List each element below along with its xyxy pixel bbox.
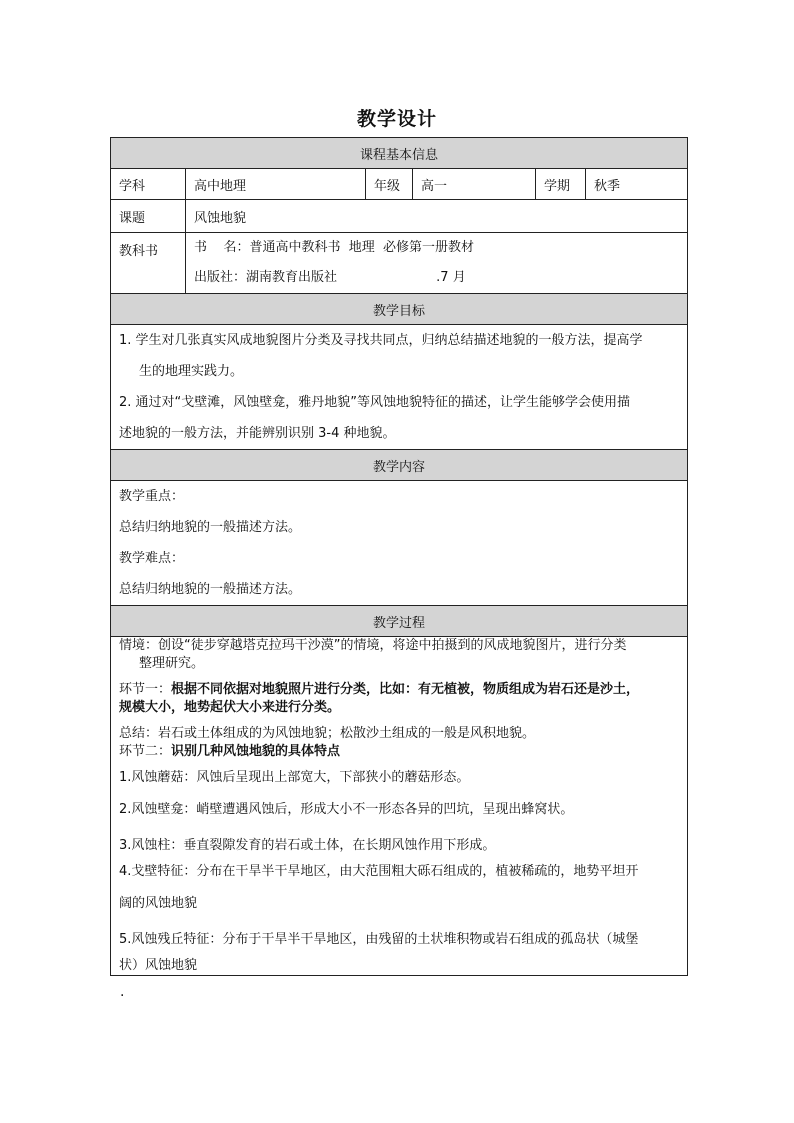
feature-item-5-line-a: 5.风蚀残丘特征：分布于干旱半干旱地区，由残留的土状堆积物或岩石组成的孤岛状（城堡 — [119, 932, 639, 947]
step2-label: 环节二： — [119, 744, 172, 759]
key-point-text: 总结归纳地貌的一般描述方法。 — [119, 520, 302, 535]
feature-item-5-line-b: 状）风蚀地貌 — [119, 958, 198, 973]
subject-label: 学科 — [111, 169, 186, 200]
footer-mark: · — [120, 988, 125, 1004]
section-header-process: 教学过程 — [111, 606, 688, 637]
topic-value: 风蚀地貌 — [186, 200, 688, 233]
term-value: 秋季 — [586, 169, 688, 200]
feature-item-2: 2.风蚀壁龛：峭壁遭遇风蚀后，形成大小不一形态各异的凹坑，呈现出蜂窝状。 — [119, 802, 574, 817]
goals-cell — [111, 325, 688, 450]
textbook-publisher: 出版社：湖南教育出版社 .7 月 — [194, 270, 466, 285]
grade-label: 年级 — [366, 169, 413, 200]
step2-line — [119, 743, 679, 761]
goal-item-2-line-a: 2. 通过对“戈壁滩，风蚀壁龛，雅丹地貌”等风蚀地貌特征的描述，让学生能够学会使用描 — [119, 395, 631, 410]
textbook-info — [186, 233, 688, 294]
summary-line: 总结：岩石或土体组成的为风蚀地貌；松散沙土组成的一般是风积地貌。 — [119, 726, 536, 741]
term-label: 学期 — [536, 169, 586, 200]
situation-line-b: 整理研究。 — [139, 656, 205, 671]
lesson-plan-table — [110, 137, 688, 976]
subject-value: 高中地理 — [186, 169, 366, 200]
goal-item-1 — [119, 325, 679, 387]
content-cell — [111, 481, 688, 606]
step1-text-a: 根据不同依据对地貌照片进行分类，比如：有无植被，物质组成为岩石还是沙土， — [171, 682, 640, 697]
difficult-point-label: 教学难点： — [119, 551, 185, 566]
step2-text: 识别几种风蚀地貌的具体特点 — [171, 744, 341, 759]
textbook-label — [111, 233, 186, 294]
feature-item-4-line-b: 阔的风蚀地貌 — [119, 896, 198, 911]
goal-item-1-line-a: 1. 学生对几张真实风成地貌图片分类及寻找共同点，归纳总结描述地貌的一般方法，提高学 — [119, 333, 643, 348]
goal-item-2 — [119, 387, 679, 449]
section-header-goals: 教学目标 — [111, 294, 688, 325]
feature-item-4-line-a: 4.戈壁特征：分布在干旱半干旱地区，由大范围粗大砾石组成的，植被稀疏的，地势平坦开 — [119, 864, 639, 879]
difficult-point-text: 总结归纳地貌的一般描述方法。 — [119, 582, 302, 597]
document-title: 教学设计 — [356, 108, 437, 130]
grade-value: 高一 — [413, 169, 536, 200]
topic-label: 课题 — [111, 200, 186, 233]
section-header-basic-info: 课程基本信息 — [111, 138, 688, 169]
textbook-name: 书 名：普通高中教科书 地理 必修第一册教材 — [194, 240, 475, 255]
goal-item-2-line-b: 述地貌的一般方法，并能辨别识别 3-4 种地貌。 — [119, 426, 396, 441]
step1-line-b: 规模大小，地势起伏大小来进行分类。 — [119, 700, 341, 715]
step1-label: 环节一： — [119, 682, 172, 697]
feature-item-1: 1.风蚀蘑菇：风蚀后呈现出上部宽大，下部狭小的蘑菇形态。 — [119, 770, 470, 785]
section-header-content: 教学内容 — [111, 450, 688, 481]
situation-line-a: 情境：创设“徒步穿越塔克拉玛干沙漠”的情境，将途中拍摄到的风成地貌图片，进行分类 — [119, 638, 627, 653]
step1-line-a — [119, 681, 679, 699]
goal-item-1-line-b: 生的地理实践力。 — [139, 364, 244, 379]
feature-item-3: 3.风蚀柱：垂直裂隙发育的岩石或土体，在长期风蚀作用下形成。 — [119, 838, 496, 853]
textbook-label-text: 教科书 — [119, 244, 159, 259]
process-cell — [111, 637, 688, 976]
key-point-label: 教学重点： — [119, 489, 185, 504]
